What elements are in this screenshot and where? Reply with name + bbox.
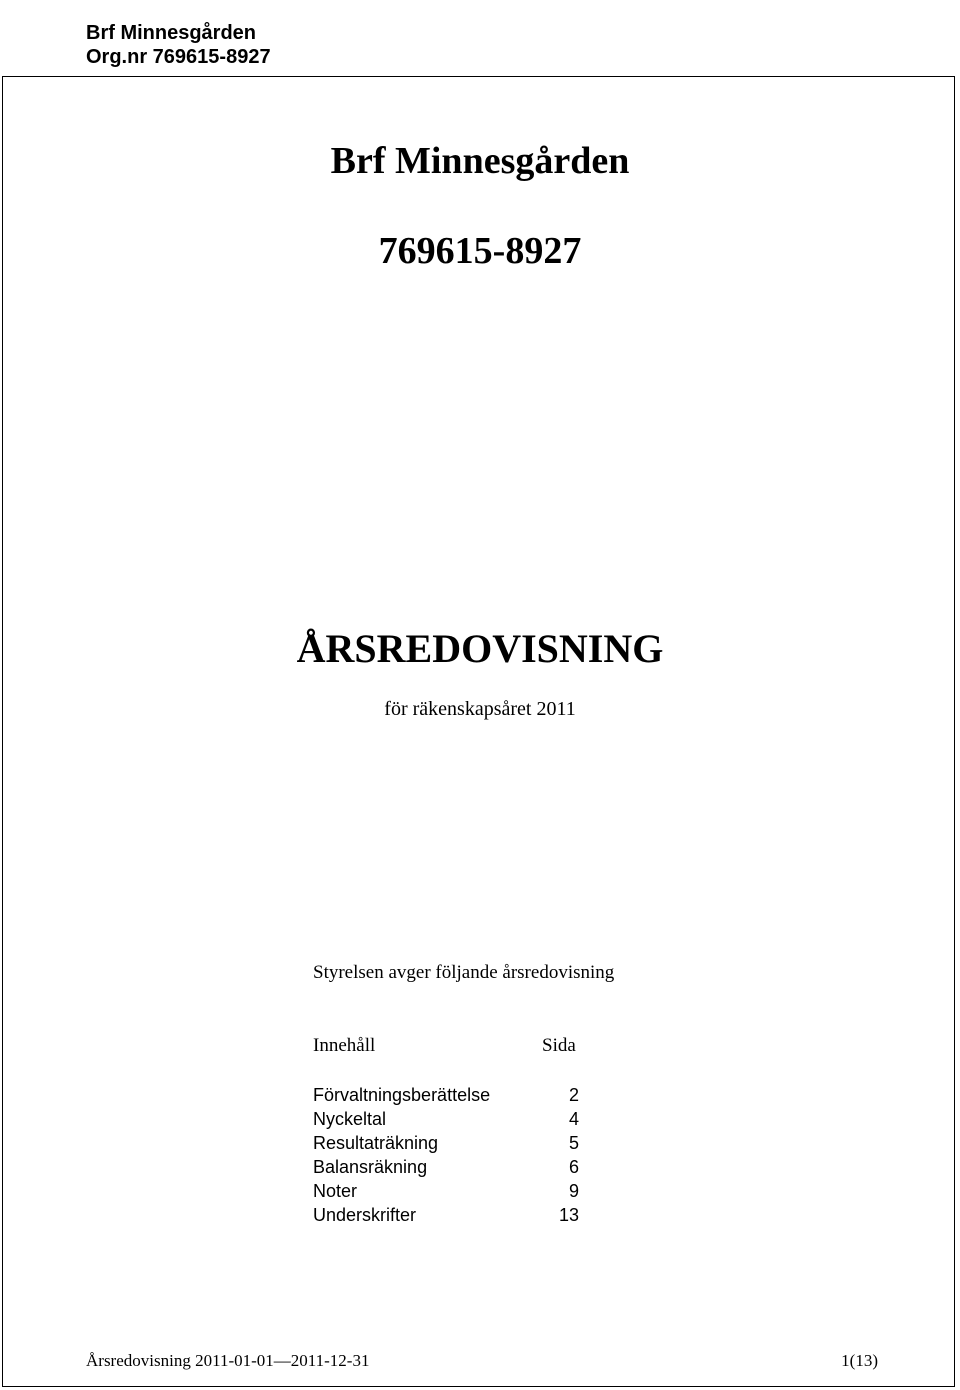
toc-item-page: 5 — [568, 1133, 579, 1153]
document-subtitle: för räkenskapsåret 2011 — [384, 698, 576, 720]
header-org-nr: Org.nr 769615-8927 — [86, 46, 271, 68]
toc-item-label: Nyckeltal — [313, 1109, 387, 1129]
toc-item-page: 13 — [558, 1205, 579, 1225]
intro-text: Styrelsen avger följande årsredovisning — [313, 962, 615, 983]
cover-org-name: Brf Minnesgården — [330, 140, 630, 182]
toc-heading-page: Sida — [542, 1035, 576, 1056]
toc-item — [313, 1107, 579, 1131]
toc-item — [313, 1203, 579, 1227]
toc-item — [313, 1155, 579, 1179]
toc-item-page: 4 — [568, 1109, 579, 1129]
toc-item-label: Underskrifter — [313, 1205, 417, 1225]
toc-item-label: Förvaltningsberättelse — [313, 1085, 491, 1105]
footer-period: Årsredovisning 2011-01-01—2011-12-31 — [86, 1351, 370, 1370]
toc-item — [313, 1131, 579, 1155]
toc-item-label: Balansräkning — [313, 1157, 428, 1177]
toc-item-label: Noter — [313, 1181, 358, 1201]
footer-page-number: 1(13) — [841, 1351, 878, 1370]
table-of-contents — [313, 1083, 579, 1227]
toc-heading-content: Innehåll — [313, 1035, 376, 1056]
toc-item — [313, 1083, 579, 1107]
toc-item-page: 9 — [568, 1181, 579, 1201]
header-org-name: Brf Minnesgården — [86, 22, 257, 44]
toc-item — [313, 1179, 579, 1203]
document-title: ÅRSREDOVISNING — [296, 626, 664, 671]
cover-org-number: 769615-8927 — [378, 230, 582, 272]
toc-item-label: Resultaträkning — [313, 1133, 439, 1153]
toc-item-page: 6 — [568, 1157, 579, 1177]
toc-item-page: 2 — [568, 1085, 579, 1105]
